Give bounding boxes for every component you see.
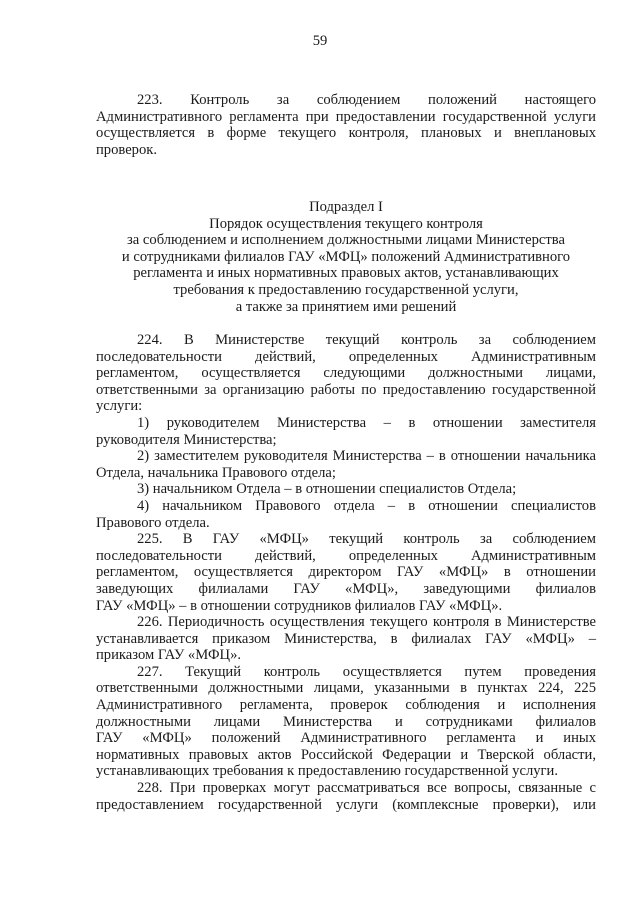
- heading-line: и сотрудниками филиалов ГАУ «МФЦ» положений Административного: [121, 248, 571, 265]
- heading-line: за соблюдением и исполнением должностными лицами Министерства: [127, 232, 565, 249]
- text-line: 223. Контроль за соблюдением положений настоящего: [137, 92, 596, 108]
- text-line: последовательности действий, определенных Административным: [96, 547, 596, 564]
- text-line: Отдела, начальника Правового отдела;: [96, 464, 336, 481]
- text-line: устанавливающих требования к предоставлению государственной услуги.: [96, 763, 558, 780]
- text-line: ГАУ «МФЦ» – в отношении сотрудников филиалов ГАУ «МФЦ».: [96, 597, 503, 614]
- heading-line: требования к предоставлению государственной услуги,: [173, 281, 519, 298]
- text-line: осуществляется в форме текущего контроля, плановых и внеплановых: [96, 125, 596, 142]
- text-line: 225. В ГАУ «МФЦ» текущий контроль за соблюдением: [137, 531, 596, 548]
- text-line: последовательности действий, определенных Административным: [96, 348, 596, 365]
- subsection-title: Подраздел I: [309, 199, 383, 215]
- heading-line: а также за принятием ими решений: [235, 298, 457, 315]
- text-line: устанавливается приказом Министерства, в филиалах ГАУ «МФЦ» –: [96, 630, 596, 647]
- text-line: проверок.: [96, 141, 158, 158]
- text-line: предоставлением государственной услуги (комплексные проверки), или: [96, 796, 596, 813]
- text-line: должностными лицами Министерства и сотрудниками филиалов: [96, 713, 596, 730]
- text-line: Административного регламента, проверок соблюдения и исполнения: [96, 697, 596, 714]
- text-line: руководителя Министерства;: [96, 431, 277, 448]
- text-line: ГАУ «МФЦ» положений Административного регламента и иных: [96, 730, 596, 747]
- heading-line: регламента и иных нормативных правовых актов, устанавливающих: [133, 265, 559, 282]
- text-line: 4) начальником Правового отдела – в отношении специалистов: [137, 497, 596, 514]
- text-line: услуги:: [96, 398, 143, 415]
- subsection-heading: [96, 199, 596, 315]
- text-line: ответственными должностными лицами, указанными в пунктах 224, 225: [96, 680, 596, 697]
- text-line: 3) начальником Отдела – в отношении специалистов Отдела;: [137, 481, 517, 498]
- paragraph-223: [96, 92, 596, 158]
- text-line: 228. При проверках могут рассматриваться все вопросы, связанные с: [137, 780, 596, 797]
- text-line: Административного регламента при предоставлении государственной услуги: [96, 108, 596, 125]
- text-line: регламентом, осуществляется директором ГАУ «МФЦ» в отношении: [96, 564, 596, 581]
- text-line: 227. Текущий контроль осуществляется путем проведения: [137, 663, 596, 680]
- page-number: 59: [312, 33, 328, 49]
- text-line: 2) заместителем руководителя Министерства – в отношении начальника: [137, 448, 596, 465]
- heading-line: Порядок осуществления текущего контроля: [209, 215, 483, 232]
- text-line: 1) руководителем Министерства – в отношении заместителя: [137, 414, 596, 431]
- text-line: Правового отдела.: [96, 514, 210, 531]
- text-line: 226. Периодичность осуществления текущего контроля в Министерстве: [137, 614, 596, 631]
- text-line: приказом ГАУ «МФЦ».: [96, 647, 242, 664]
- text-line: 224. В Министерстве текущий контроль за соблюдением: [137, 332, 596, 348]
- text-line: заведующих филиалами ГАУ «МФЦ», заведующими филиалов: [96, 580, 596, 597]
- text-line: нормативных правовых актов Российской Федерации и Тверской области,: [96, 746, 596, 763]
- text-line: ответственными за организацию работы по предоставлению государственной: [96, 381, 596, 398]
- body-text: [96, 332, 596, 813]
- text-line: регламентом, осуществляется следующими должностными лицами,: [96, 365, 596, 382]
